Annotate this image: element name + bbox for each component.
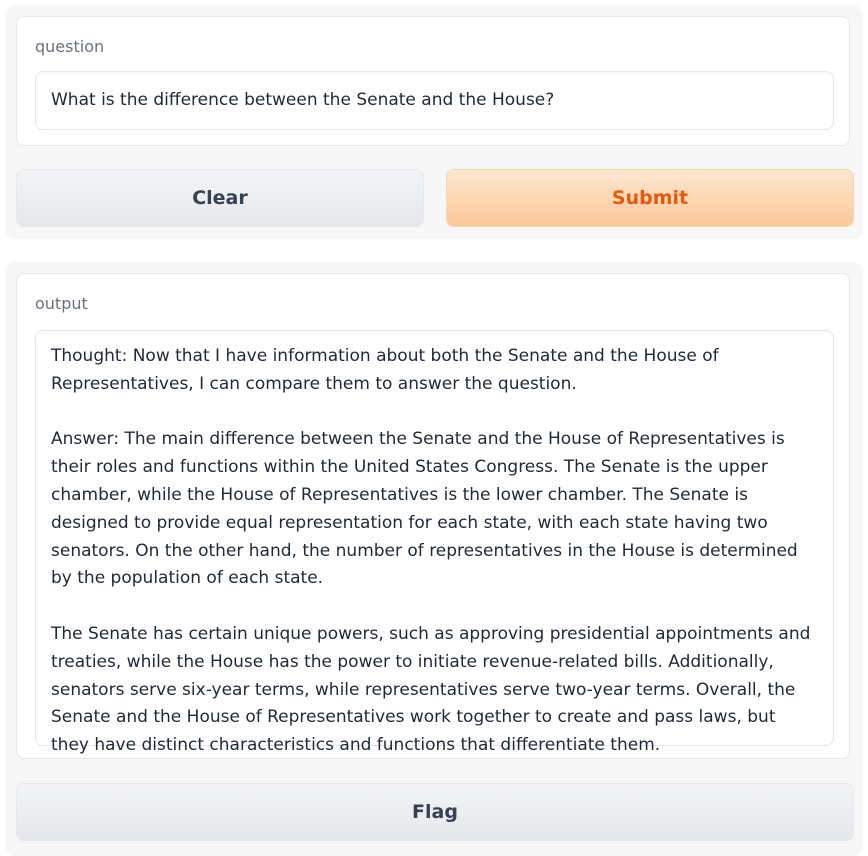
output-textbox[interactable]: [35, 330, 834, 756]
submit-button[interactable]: Submit: [446, 169, 854, 227]
output-block: [16, 273, 850, 759]
output-paragraph-details: The Senate has certain unique powers, such as approving presidential appointments and treaties, while the House has the power to initiate revenue-related bills. Additionally, senators serve six-year terms, while representatives serve two-year terms. Overall, the Senate and the House of Representatives work together to create and pass laws, but they have distinct characteristics and functions that differentiate them.: [51, 623, 811, 756]
output-panel: [5, 262, 863, 856]
flag-button[interactable]: Flag: [16, 783, 854, 841]
output-paragraph-answer: Answer: The main difference between the Senate and the House of Representatives is their roles and functions within the United States Congress. The Senate is the upper chamber, while the House of Representatives is the lower chamber. The Senate is designed to provide equal representation for each state, with each state having two senators. On the other hand, the number of representatives in the House is determined by the population of each state.: [51, 429, 798, 589]
output-label: output: [35, 294, 88, 313]
question-input[interactable]: What is the difference between the Senate and the House?: [35, 71, 834, 130]
question-label: question: [35, 37, 105, 56]
output-paragraph-thought: Thought: Now that I have information about both the Senate and the House of Representatives, I can compare them to answer the question.: [51, 346, 719, 394]
question-block: [16, 16, 850, 146]
input-panel: [5, 5, 863, 239]
clear-button[interactable]: Clear: [16, 169, 424, 227]
